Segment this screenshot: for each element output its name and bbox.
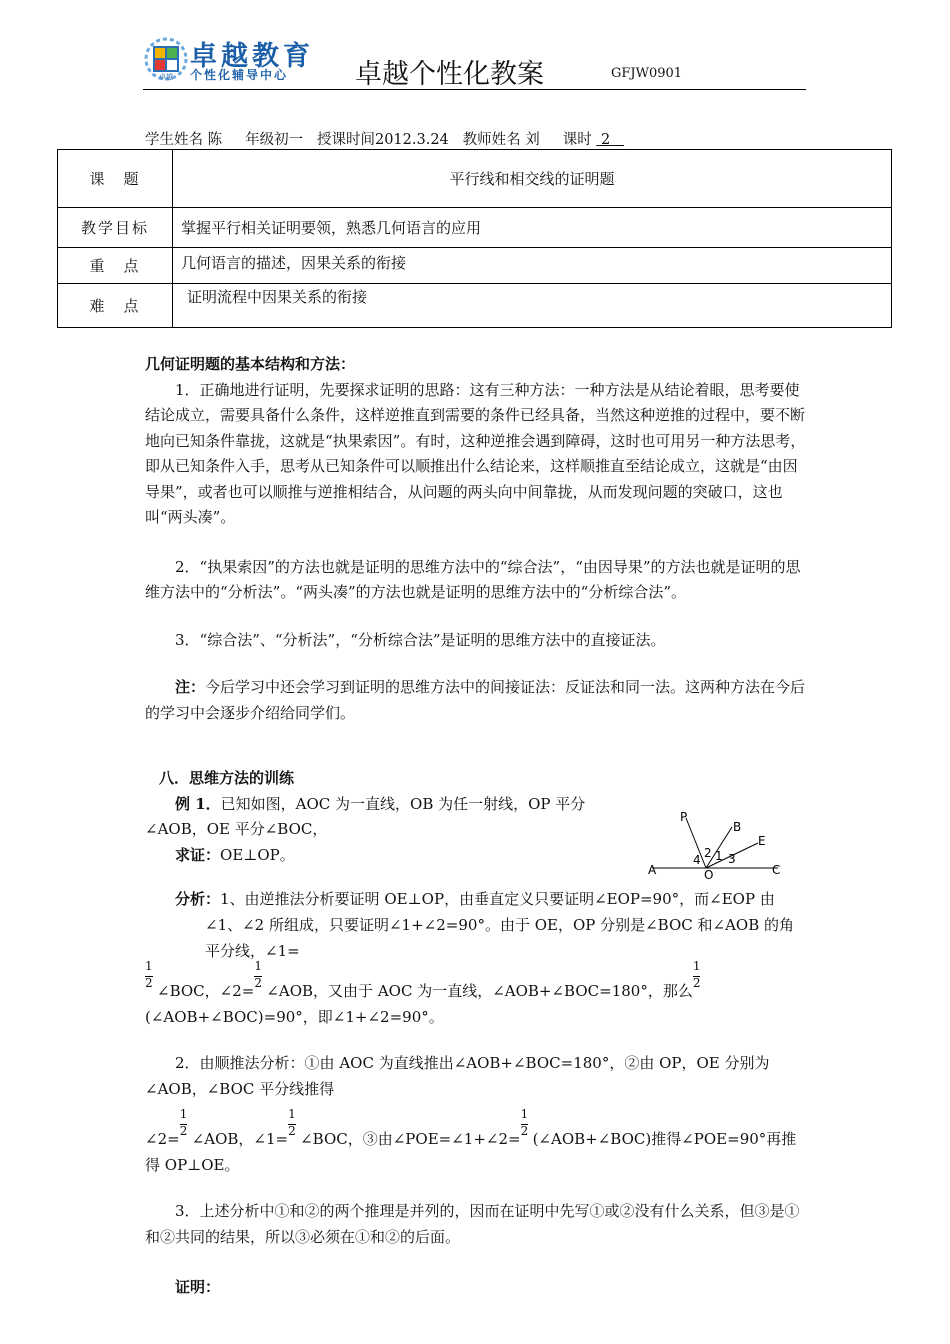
analysis-2-text-3: ∠AOB，∠1= (191, 1130, 289, 1148)
logo-emblem-icon (143, 36, 189, 82)
row-label: 教学目标 (58, 208, 173, 248)
example-line (145, 792, 615, 818)
label-1: 1 (715, 849, 723, 863)
proof-label: 证明： (175, 1278, 221, 1296)
frac-num: 1 (254, 959, 262, 973)
label-2: 2 (704, 846, 712, 860)
section-training (145, 766, 615, 868)
section-heading: 几何证明题的基本结构和方法： (145, 355, 356, 373)
label-p: P (680, 810, 688, 824)
analysis-2-formula (145, 1107, 808, 1178)
label-o: O (704, 868, 714, 880)
doc-code: GFJW0901 (611, 66, 683, 81)
analysis-2-text-4: ∠BOC，③由∠POE=∠1+∠2= (300, 1130, 521, 1148)
frac-num: 1 (179, 1107, 188, 1121)
header-rule (143, 89, 806, 90)
analysis-label: 分析： (175, 890, 221, 908)
analysis-1-end: (∠AOB+∠BOC)=90°，即∠1+∠2=90°。 (145, 1008, 444, 1026)
analysis-1-text-2: ∠BOC，∠2= (157, 982, 255, 1000)
analysis-2: 2．由顺推法分析：①由 AOC 为直线推出∠AOB+∠BOC=180°，②由 OP，OE 分别为∠AOB，∠BOC 平分线推得 (145, 1054, 770, 1098)
label-a: A (648, 863, 657, 877)
hours-value (596, 132, 624, 148)
table-row (58, 284, 892, 328)
note-paragraph (145, 675, 808, 726)
time-label: 授课时间 (316, 132, 375, 148)
student-name: 陈 (207, 132, 223, 148)
hours-label: 课时 (562, 132, 592, 148)
row-label: 课 题 (58, 150, 173, 208)
student-label: 学生姓名 (145, 132, 203, 148)
label-3: 3 (728, 852, 736, 866)
fraction-half (692, 959, 705, 996)
prove-line (145, 843, 615, 869)
frac-den: 2 (288, 1124, 296, 1138)
lesson-info (145, 128, 624, 149)
label-4: 4 (693, 853, 701, 867)
prove-text: OE⊥OP。 (220, 845, 295, 864)
frac-den: 2 (692, 976, 701, 990)
table-row (58, 150, 892, 208)
analysis-block (145, 886, 808, 1300)
row-value: 证明流程中因果关系的衔接 (173, 284, 892, 328)
fraction-half (254, 959, 266, 996)
row-value: 平行线和相交线的证明题 (173, 150, 892, 208)
note-text: 今后学习中还会学习到证明的思维方法中的间接证法：反证法和同一法。这两种方法在今后的学习中会逐步介绍给同学们。 (145, 678, 806, 722)
hours-number: 2 (600, 132, 611, 148)
teacher-name: 刘 (525, 132, 540, 148)
logo-name: 卓越教育 (190, 41, 314, 72)
row-label: 难 点 (58, 284, 173, 328)
fraction-half (288, 1107, 300, 1144)
frac-num: 1 (520, 1107, 529, 1121)
label-b: B (733, 820, 742, 834)
table-row (58, 208, 892, 248)
row-value: 几何语言的描述，因果关系的衔接 (173, 248, 892, 284)
frac-den: 2 (179, 1124, 188, 1138)
row-value: 掌握平行相关证明要领，熟悉几何语言的应用 (173, 208, 892, 248)
frac-den: 2 (145, 976, 153, 990)
grade-label: 年级 (245, 132, 275, 148)
doc-title: 卓越个性化教案 (355, 59, 544, 90)
paragraph: 2．“执果索因”的方法也就是证明的思维方法中的“综合法”，“由因导果”的方法也就是证明的思维方法中的“分析法”。“两头凑”的方法也就是证明的思维方法中的“分析综合法”。 (145, 557, 801, 601)
row-label: 重 点 (58, 248, 173, 284)
paragraph: 1．正确地进行证明，先要探求证明的思路：这有三种方法：一种方法是从结论着眼，思考要使结论成立，需要具备什么条件，这样逆推直到需要的条件已经具备，当然这种逆推的过程中，要不断地向已知条件靠拢，这就是“执果索因”。有时，这种逆推会遇到障碍，这时也可用另一种方法思考，即从已知条件入手，思考从已知条件可以顺推出什么结论来，这样顺推直至结论成立，这就是“由因导果”，或者也可以顺推与逆推相结合，从问题的两头向中间靠拢，从而发现问题的突破口，这也叫“两头凑”。 (145, 380, 806, 526)
time-value: 2012.3.24 (374, 132, 449, 148)
label-e: E (758, 834, 766, 848)
frac-den: 2 (520, 1124, 529, 1138)
teacher-label: 教师姓名 (462, 132, 521, 148)
logo-tile-text: 卓越 (159, 73, 173, 81)
frac-den: 2 (254, 976, 262, 990)
analysis-2-text-2: ∠2= (145, 1130, 180, 1148)
analysis-1-formula (145, 959, 808, 1004)
fraction-half (145, 959, 157, 996)
frac-num: 1 (288, 1107, 296, 1121)
table-row (58, 248, 892, 284)
geometry-diagram (640, 805, 790, 880)
example-line-2: ∠AOB，OE 平分∠BOC， (145, 820, 328, 838)
paragraph: 3．“综合法”、“分析法”，“分析综合法”是证明的思维方法中的直接证法。 (175, 630, 666, 649)
frac-num: 1 (692, 959, 701, 973)
frac-num: 1 (145, 959, 153, 973)
analysis-1 (175, 886, 808, 964)
label-c: C (772, 863, 781, 877)
prove-label: 求证： (175, 845, 221, 864)
section-heading: 八．思维方法的训练 (159, 769, 295, 787)
example-text: 已知如图，AOC 为一直线，OB 为任一射线，OP 平分 (220, 794, 586, 813)
grade-value: 初一 (274, 132, 304, 148)
example-label: 例 1． (175, 794, 221, 813)
analysis-1-text: 1、由逆推法分析要证明 OE⊥OP，由垂直定义只要证明∠EOP=90°，而∠EOP 由∠1、∠2 所组成，只要证明∠1+∠2=90°。由于 OE，OP 分别是∠BOC 和∠AOB 的角平分线，∠1= (205, 890, 795, 960)
analysis-1-text-3: ∠AOB，又由于 AOC 为一直线，∠AOB+∠BOC=180°，那么 (266, 982, 693, 1000)
lesson-table (57, 149, 892, 328)
analysis-3: 3．上述分析中①和②的两个推理是并列的，因而在证明中先写①或②没有什么关系，但③是①和②共同的结果，所以③必须在①和②的后面。 (145, 1202, 800, 1246)
analysis-2-text-5: (∠AOB+∠BOC)推得∠POE=90°再推得 OP⊥OE。 (145, 1130, 797, 1174)
section-methods (145, 352, 808, 726)
fraction-half (179, 1107, 192, 1144)
note-label: 注： (175, 678, 206, 696)
logo-subtitle: 个性化辅导中心 (190, 68, 289, 82)
fraction-half (520, 1107, 533, 1144)
